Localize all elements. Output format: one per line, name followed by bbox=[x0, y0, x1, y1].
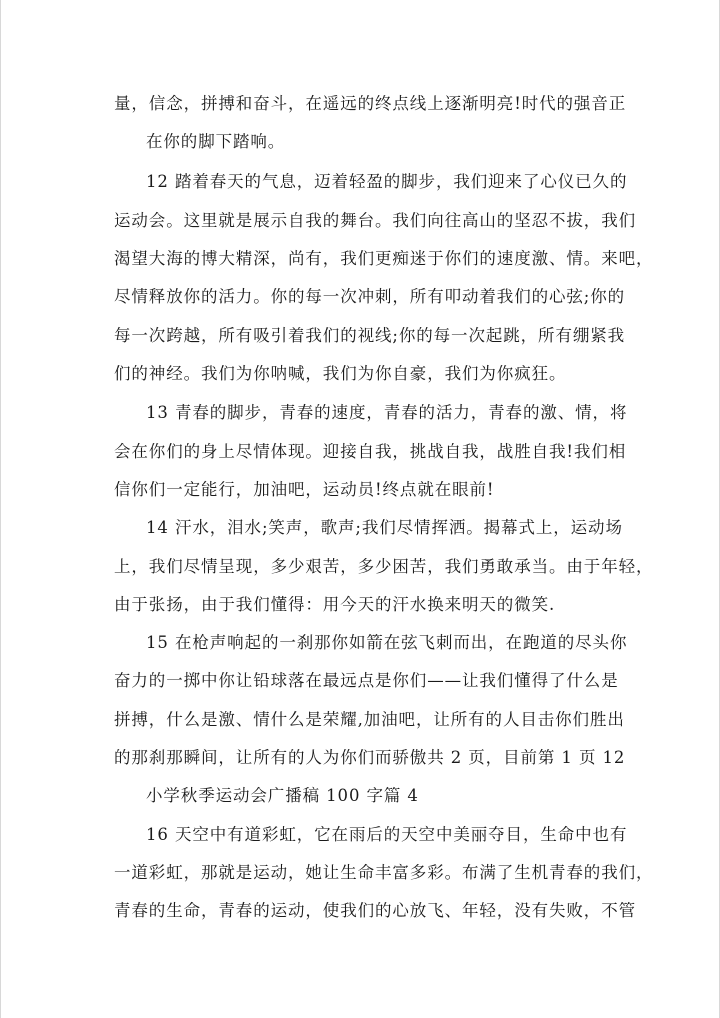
paragraph-start-line: 14 汗水，泪水;笑声，歌声;我们尽情挥洒。揭幕式上，运动场 bbox=[146, 518, 623, 537]
text-line: 信你们一定能行，加油吧，运动员!终点就在眼前! bbox=[114, 480, 495, 499]
text-line: 尽情释放你的活力。你的每一次冲刺，所有叩动着我们的心弦;你的 bbox=[114, 287, 626, 306]
text-line: 奋力的一掷中你让铅球落在最远点是你们——让我们懂得了什么是 bbox=[114, 671, 619, 690]
text-line: 的那刹那瞬间，让所有的人为你们而骄傲共 2 页，目前第 1 页 12 bbox=[114, 748, 626, 767]
text-line: 渴望大海的博大精深，尚有，我们更痴迷于你们的速度激、情。来吧， bbox=[114, 249, 654, 268]
paragraph-start-line: 13 青春的脚步，青春的速度，青春的活力，青春的激、情，将 bbox=[146, 403, 628, 422]
text-line: 上，我们尽情呈现，多少艰苦，多少困苦，我们勇敢承当。由于年轻， bbox=[114, 557, 654, 576]
paragraph-start-line: 12 踏着春天的气息，迈着轻盈的脚步，我们迎来了心仪已久的 bbox=[146, 172, 628, 191]
text-line: 运动会。这里就是展示自我的舞台。我们向往高山的坚忍不拔，我们 bbox=[114, 211, 636, 230]
paragraph-start-line: 15 在枪声响起的一刹那你如箭在弦飞刺而出，在跑道的尽头你 bbox=[146, 633, 628, 652]
text-line: 们的神经。我们为你呐喊，我们为你自豪，我们为你疯狂。 bbox=[114, 364, 567, 383]
text-line: 每一次跨越，所有吸引着我们的视线;你的每一次起跳，所有绷紧我 bbox=[114, 326, 626, 345]
text-line: 量，信念，拼搏和奋斗，在遥远的终点线上逐渐明亮!时代的强音正 bbox=[114, 94, 627, 113]
text-line: 在你的脚下踏响。 bbox=[146, 132, 286, 151]
text-line: 一道彩虹，那就是运动，她让生命丰富多彩。布满了生机青春的我们， bbox=[114, 863, 654, 882]
text-line: 会在你们的身上尽情体现。迎接自我，挑战自我，战胜自我!我们相 bbox=[114, 442, 627, 461]
text-line: 拼搏，什么是激、情什么是荣耀,加油吧，让所有的人目击你们胜出 bbox=[114, 710, 625, 729]
text-line: 由于张扬，由于我们懂得：用今天的汗水换来明天的微笑. bbox=[114, 595, 556, 614]
section-heading: 小学秋季运动会广播稿 100 字篇 4 bbox=[146, 786, 419, 805]
text-line: 青春的生命，青春的运动，使我们的心放飞、年轻，没有失败，不管 bbox=[114, 901, 636, 920]
paragraph-start-line: 16 天空中有道彩虹，它在雨后的天空中美丽夺目，生命中也有 bbox=[146, 825, 628, 844]
